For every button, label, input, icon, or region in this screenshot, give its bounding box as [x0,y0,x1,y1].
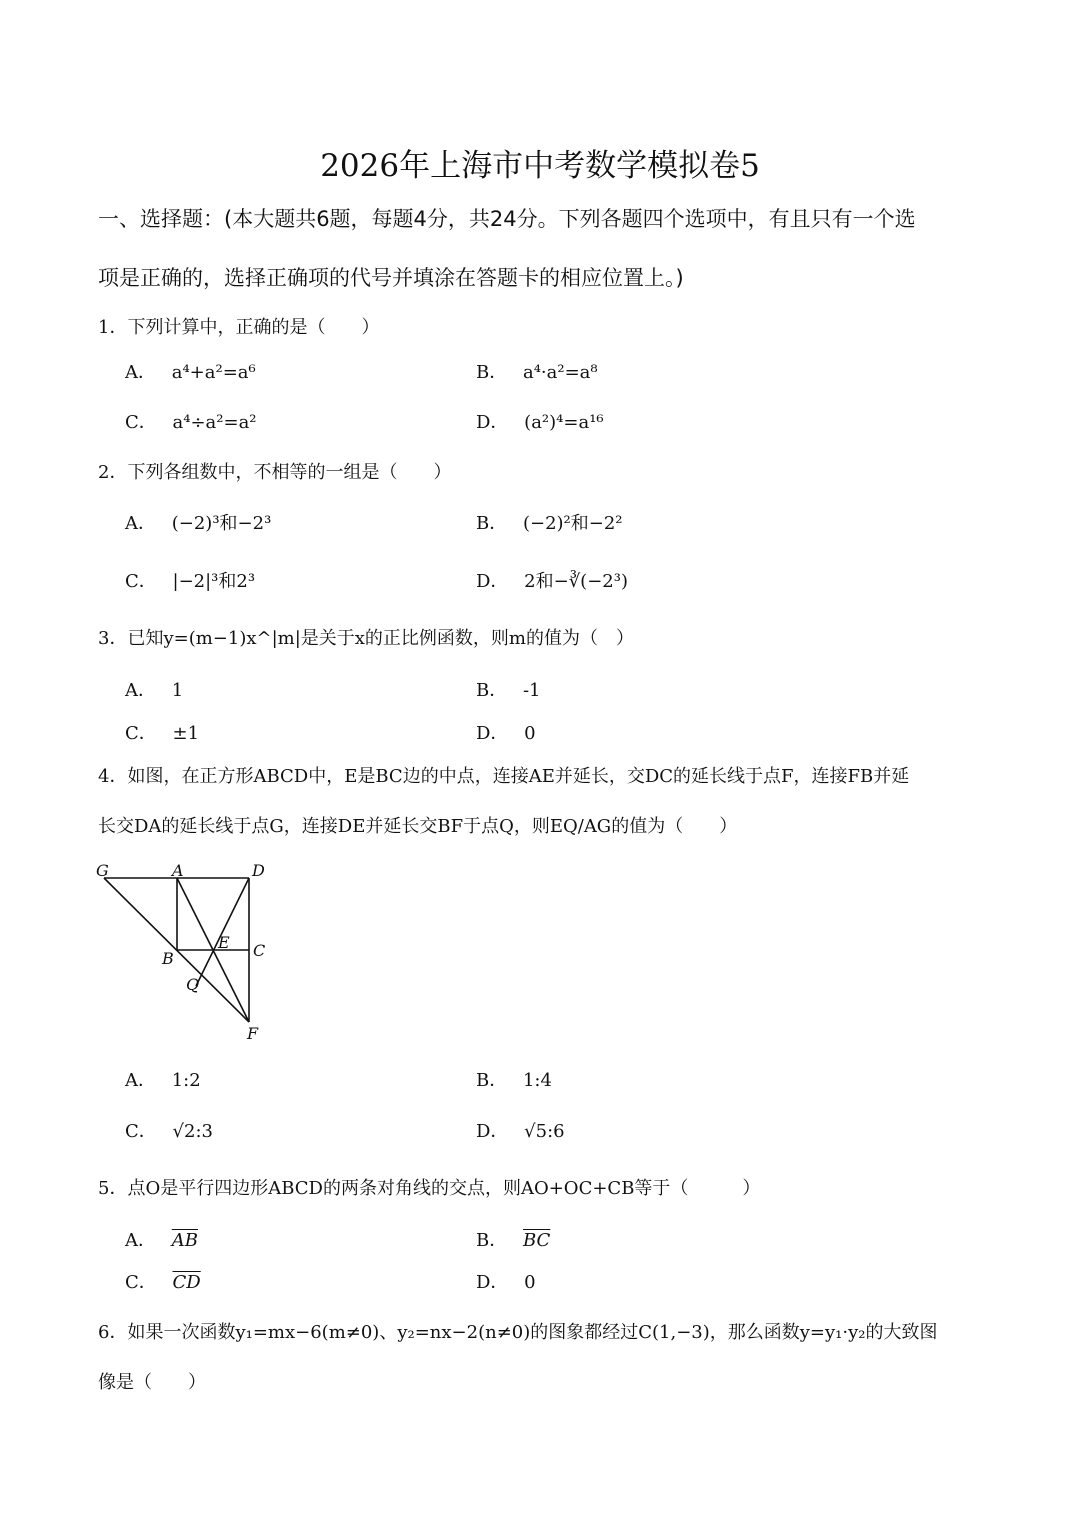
question-4-stem-line2: 长交DA的延长线于点G，连接DE并延长交BF于点Q，则EQ/AG的值为（ ） [98,816,738,837]
option-label: A． [125,680,156,701]
question-3-option-d [476,719,536,745]
question-2-option-b [476,509,623,535]
question-2-option-a [125,509,271,535]
question-3-option-a [125,676,183,702]
option-label: D． [476,723,509,744]
label-f: F [247,1024,259,1043]
label-c: C [253,941,266,960]
option-label: C． [125,723,157,744]
option-text: -1 [522,680,541,701]
option-label: D． [476,1121,509,1142]
option-text: (a²)⁴=a¹⁶ [524,412,604,433]
option-label: C． [125,412,157,433]
option-label: A． [125,362,156,383]
question-1-stem: 1．下列计算中，正确的是（ ） [98,317,380,338]
section-header-line1: 一、选择题：(本大题共6题，每题4分，共24分。下列各题四个选项中，有且只有一个选 [98,207,916,231]
option-text: |−2|³和2³ [172,571,256,592]
question-4-option-a [125,1066,201,1092]
option-label: D． [476,412,509,433]
question-4-option-c [125,1117,213,1143]
question-4-option-b [476,1066,552,1092]
question-6-stem-line2: 像是（ ） [98,1372,206,1393]
question-1-option-b [476,358,598,384]
page-title: 2026年上海市中考数学模拟卷5 [320,148,760,184]
question-3-stem: 3．已知y=(m−1)x^|m|是关于x的正比例函数，则m的值为（ ） [98,628,634,649]
option-text: (−2)²和−2² [522,513,623,534]
section-header-line2: 项是正确的，选择正确项的代号并填涂在答题卡的相应位置上。) [98,266,684,290]
option-text: √2:3 [172,1121,213,1142]
option-text: $\overline{AB}$ [171,1230,198,1251]
option-text: 0 [524,1272,536,1293]
option-text: 2和−∛(−2³) [524,571,628,592]
option-text: 1:4 [522,1070,552,1091]
question-1-option-a [125,358,256,384]
option-label: C． [125,1121,157,1142]
option-text: 1:2 [171,1070,201,1091]
option-label: B． [476,680,508,701]
question-5-stem: 5．点O是平行四边形ABCD的两条对角线的交点，则AO+OC+CB等于（ ） [98,1178,761,1199]
question-5-option-a [125,1226,198,1252]
option-text: a⁴+a²=a⁶ [171,362,256,383]
option-label: A． [125,1230,156,1251]
option-label: C． [125,571,157,592]
option-label: D． [476,571,509,592]
option-text: 1 [171,680,184,701]
question-5-option-d [476,1268,536,1294]
option-text: ±1 [172,723,200,744]
label-a: A [172,861,184,880]
option-label: A． [125,513,156,534]
question-2-option-d [476,567,628,593]
option-label: C． [125,1272,157,1293]
option-label: B． [476,1070,508,1091]
label-e: E [218,933,230,952]
question-4-option-d [476,1117,565,1143]
option-text: $\overline{CD}$ [172,1272,201,1293]
option-text: $\overline{BC}$ [522,1230,551,1251]
question-1-option-c [125,408,257,434]
square-geometry-figure [92,858,282,1048]
question-3-option-b [476,676,541,702]
option-text: 0 [524,723,536,744]
option-text: √5:6 [524,1121,565,1142]
question-5-option-c [125,1268,201,1294]
label-g: G [96,861,109,880]
label-b: B [162,949,174,968]
option-label: D． [476,1272,509,1293]
question-4-stem-line1: 4．如图，在正方形ABCD中，E是BC边的中点，连接AE并延长，交DC的延长线于点F，连接FB并延 [98,766,910,787]
question-2-option-c [125,567,255,593]
question-5-option-b [476,1226,550,1252]
question-3-option-c [125,719,199,745]
option-text: a⁴·a²=a⁸ [522,362,598,383]
option-text: (−2)³和−2³ [171,513,272,534]
question-6-stem-line1: 6．如果一次函数y₁=mx−6(m≠0)、y₂=nx−2(n≠0)的图象都经过C(1,−3)，那么函数y=y₁·y₂的大致图 [98,1322,938,1343]
label-d: D [252,861,265,880]
option-label: B． [476,362,508,383]
option-label: B． [476,513,508,534]
question-1-option-d [476,408,604,434]
option-text: a⁴÷a²=a² [172,412,257,433]
question-2-stem: 2．下列各组数中，不相等的一组是（ ） [98,462,452,483]
option-label: B． [476,1230,508,1251]
option-label: A． [125,1070,156,1091]
label-q: Q [186,975,200,994]
